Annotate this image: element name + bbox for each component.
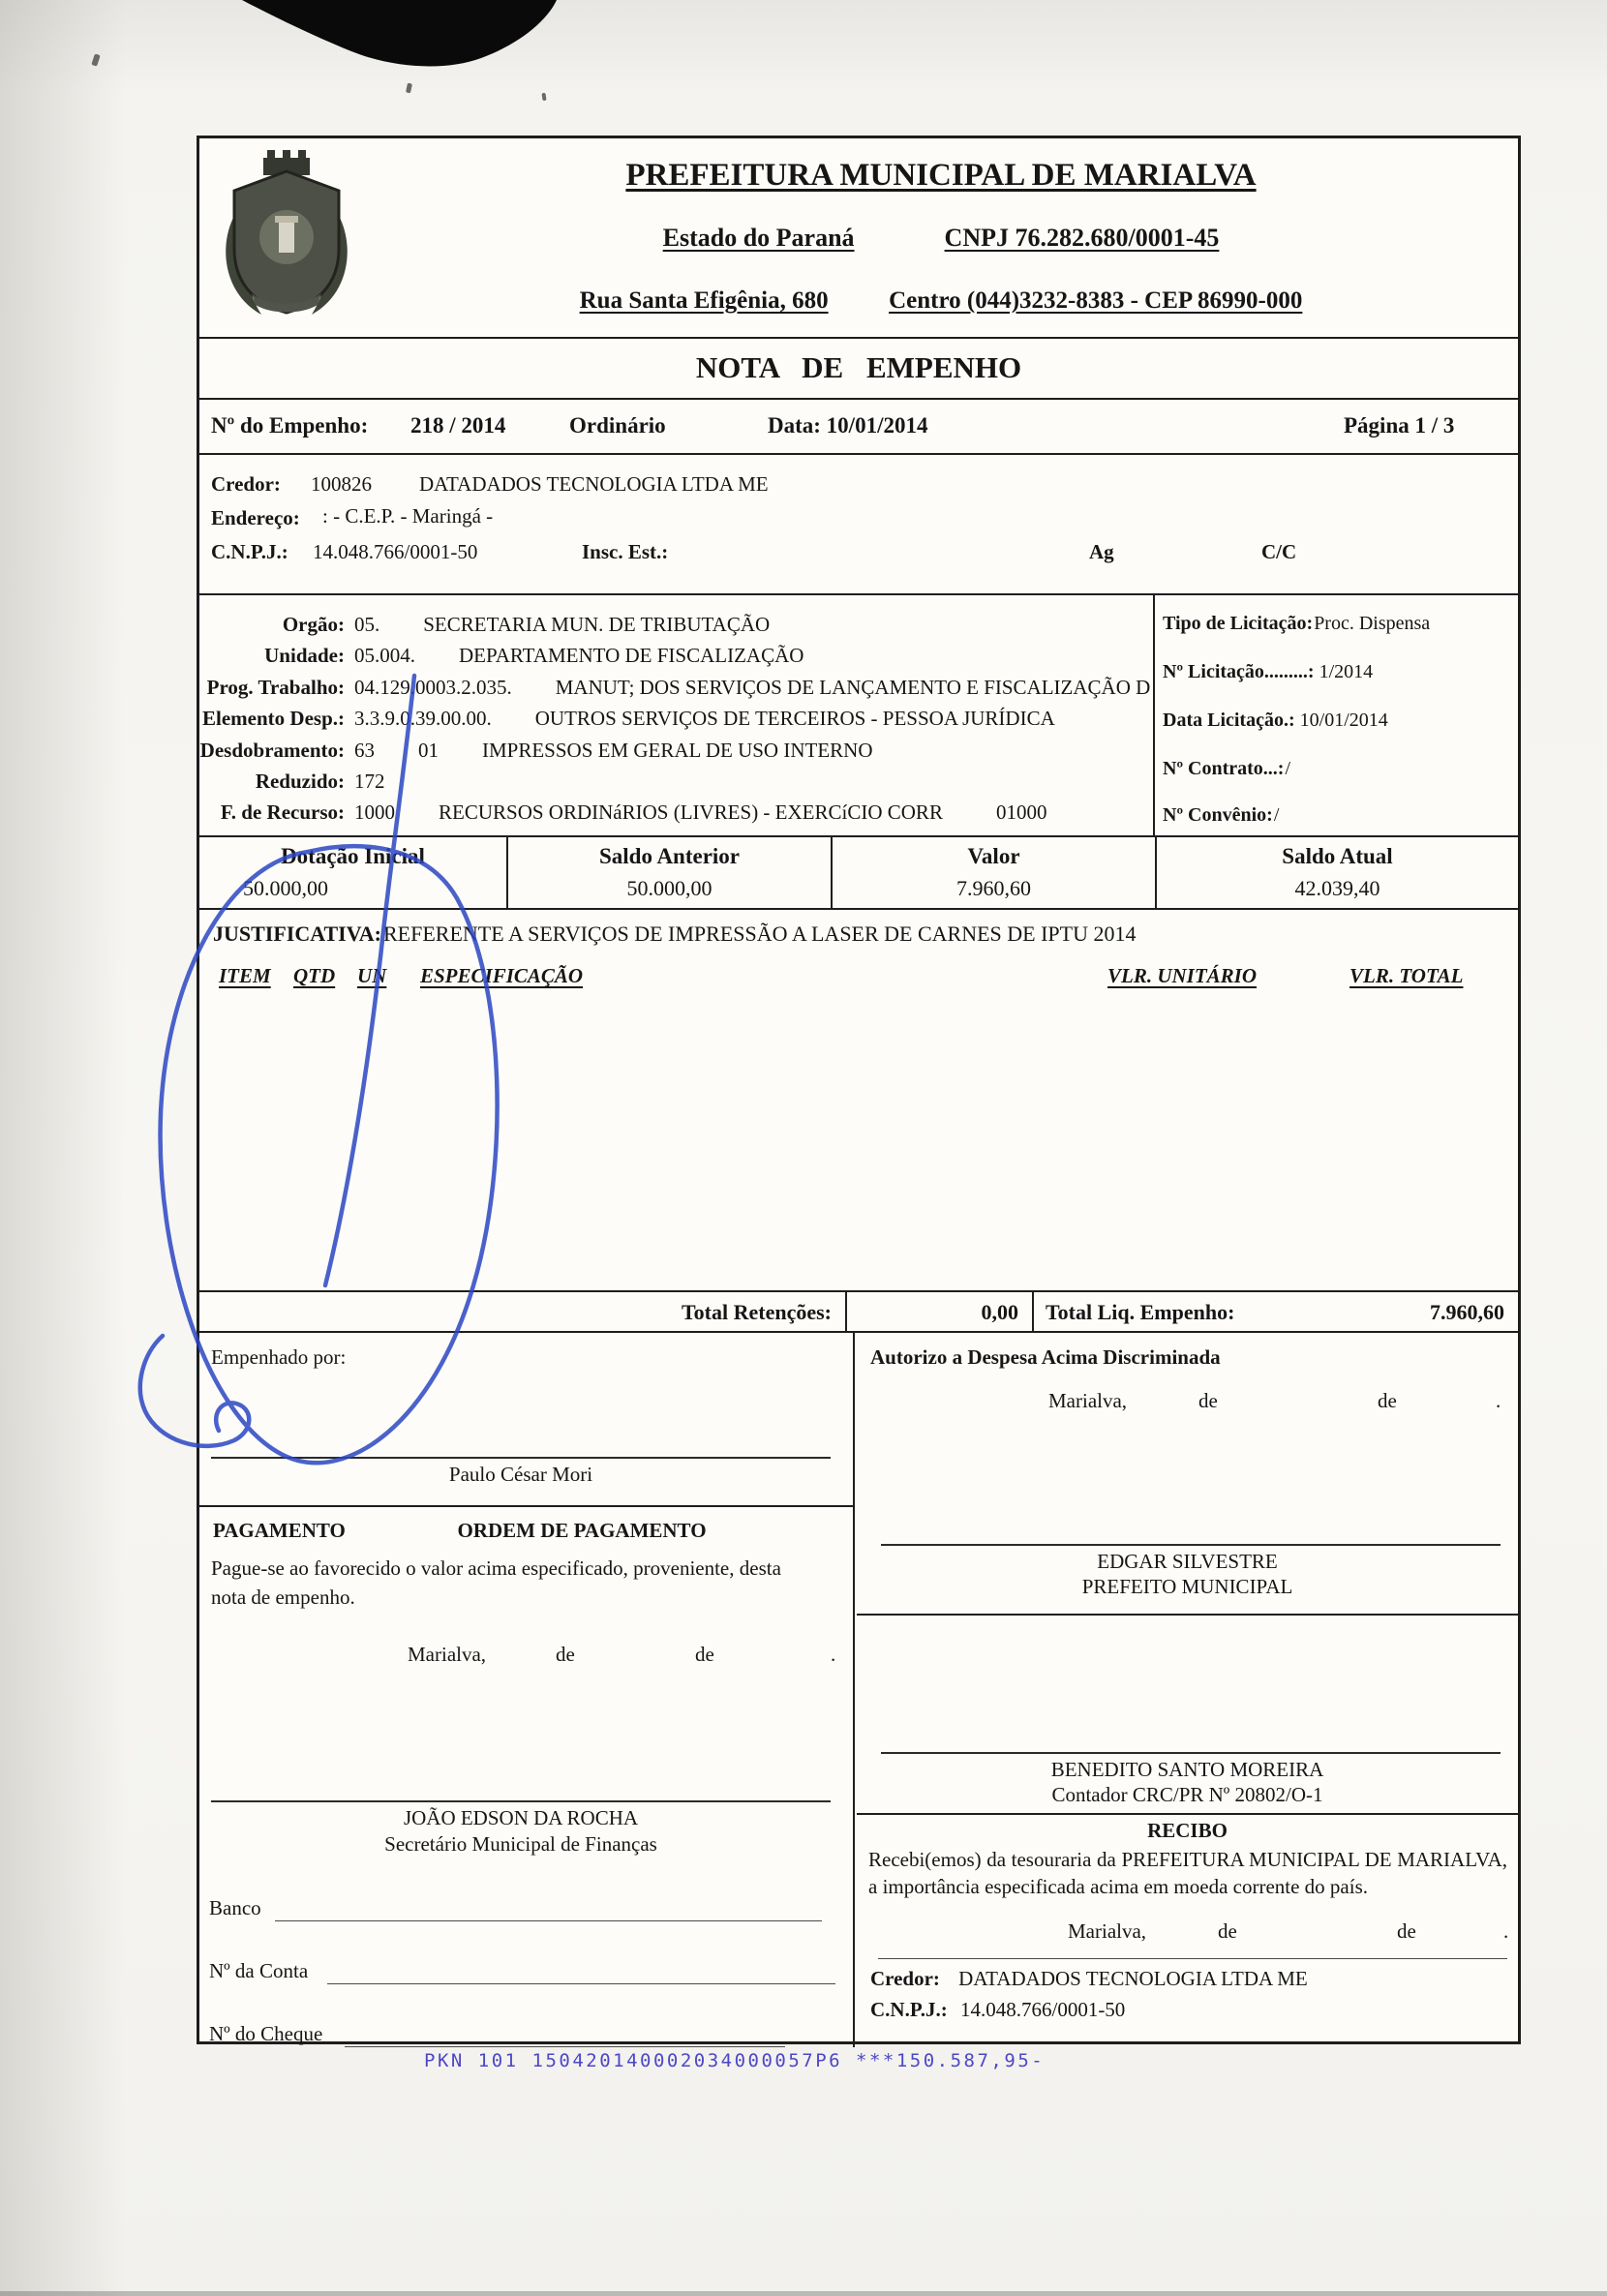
empenho-number-label: Nº do Empenho: (211, 413, 369, 438)
city-word: Marialva, (408, 1643, 487, 1666)
bank-authentication-line: PKN 101 150420140002034000057P6 ***150.587,95- (424, 2050, 1046, 2071)
empenho-type: Ordinário (569, 413, 666, 438)
de-word: de (1378, 1389, 1397, 1412)
cheque-fill-line (345, 2046, 785, 2047)
justificativa-text: REFERENTE A SERVIÇOS DE IMPRESSÃO A LASER DE CARNES DE IPTU 2014 (383, 921, 1137, 946)
credor-block (199, 453, 1518, 593)
field-label: Nº Contrato...: (1163, 758, 1285, 779)
right-column (857, 1333, 1518, 2047)
col-value: 42.039,40 (1294, 876, 1380, 900)
field-desc: OUTROS SERVIÇOS DE TERCEIROS - PESSOA JURÍDICA (534, 707, 1055, 730)
field-extra: 01000 (995, 801, 1047, 824)
col-header-especificacao: ESPECIFICAÇÃO (420, 964, 584, 987)
endereco-value: : - C.E.P. - Maringá - (322, 504, 494, 528)
banco-fill-line (275, 1920, 822, 1921)
pagamento-text: Pague-se ao favorecido o valor acima especificado, proveniente, desta nota de empenho. (211, 1556, 781, 1610)
de-word: de (695, 1643, 714, 1666)
page-title: PREFEITURA MUNICIPAL DE MARIALVA (625, 158, 1257, 193)
field-code: 04.129.0003.2.035. (354, 676, 512, 699)
insc-est-label: Insc. Est.: (582, 540, 669, 563)
totals-row (199, 1290, 1518, 1331)
budget-row-desdobramento (199, 739, 1148, 763)
field-label: Orgão: (282, 613, 345, 636)
valores-col-saldo-atual (1155, 837, 1518, 908)
credor-code: 100826 (311, 472, 372, 496)
mayor-role: PREFEITO MUNICIPAL (1081, 1575, 1293, 1598)
header-cnpj: CNPJ 76.282.680/0001-45 (944, 224, 1220, 252)
empenho-row (199, 398, 1518, 453)
section-divider (857, 1614, 1518, 1616)
field-code: 3.3.9.0.39.00.00. (354, 707, 492, 730)
budget-row-unidade (199, 644, 1148, 668)
finance-secretary-role: Secretário Municipal de Finanças (384, 1832, 657, 1856)
field-desc: SECRETARIA MUN. DE TRIBUTAÇÃO (423, 613, 771, 636)
field-code: 05. (354, 613, 380, 636)
field-value: / (1273, 804, 1280, 826)
field-label: Unidade: (264, 644, 345, 667)
field-code: 05.004. (354, 644, 415, 667)
period-mark: . (1496, 1389, 1501, 1412)
de-word: de (1397, 1919, 1416, 1943)
col-value: 7.960,60 (956, 876, 1031, 900)
section-divider (199, 1505, 853, 1507)
col-header-vlr-total: VLR. TOTAL (1349, 964, 1464, 987)
recibo-cnpj-line (870, 1998, 1125, 2022)
scan-speck (541, 93, 546, 101)
field-value: 10/01/2014 (1299, 710, 1388, 731)
field-value: Proc. Dispensa (1314, 613, 1431, 634)
signature-line (881, 1752, 1501, 1754)
credor-name: DATADADOS TECNOLOGIA LTDA ME (419, 472, 769, 496)
header-address2: Centro (044)3232-8383 - CEP 86990-000 (889, 287, 1303, 314)
col-label: Valor (967, 844, 1020, 868)
total-retencoes-label: Total Retenções: (682, 1300, 832, 1324)
endereco-label: Endereço: (211, 506, 300, 529)
field-label: Nº Convênio: (1163, 804, 1273, 826)
col-header-vlr-unitario: VLR. UNITÁRIO (1107, 964, 1258, 987)
header-address: Rua Santa Efigênia, 680 (579, 287, 829, 314)
scan-speck (406, 83, 412, 94)
left-column (199, 1333, 855, 2047)
field-code2: 01 (418, 739, 439, 762)
total-liq-cell (1032, 1292, 1518, 1331)
conta-fill-line (327, 1983, 835, 1984)
field-value: 1/2014 (1319, 661, 1374, 682)
signature-line (878, 1958, 1507, 1959)
credor-name: DATADADOS TECNOLOGIA LTDA ME (958, 1967, 1308, 1990)
field-label: Desdobramento: (199, 739, 345, 762)
de-word: de (1198, 1389, 1218, 1412)
scan-speck (91, 53, 100, 66)
col-label: Saldo Anterior (598, 844, 741, 868)
cnpj-label: C.N.P.J.: (211, 540, 288, 563)
valores-col-dotacao (199, 837, 506, 908)
field-label: Elemento Desp.: (202, 707, 345, 730)
field-desc: IMPRESSOS EM GERAL DE USO INTERNO (482, 739, 873, 762)
col-label: Saldo Atual (1282, 844, 1393, 868)
field-label: Tipo de Licitação: (1163, 613, 1314, 634)
licitacao-convenio (1163, 804, 1279, 827)
empenhado-por-label: Empenhado por: (211, 1345, 347, 1369)
credor-label: Credor: (870, 1967, 940, 1990)
licitacao-numero (1163, 661, 1373, 683)
signature-line (881, 1544, 1501, 1546)
field-label: Prog. Trabalho: (206, 676, 345, 699)
period-mark: . (831, 1643, 836, 1666)
total-retencoes-value: 0,00 (845, 1292, 1032, 1331)
field-label: F. de Recurso: (220, 801, 345, 824)
autorizo-title: Autorizo a Despesa Acima Discriminada (870, 1345, 1221, 1369)
recibo-title: RECIBO (1147, 1819, 1228, 1842)
cnpj-value: 14.048.766/0001-50 (313, 540, 478, 563)
col-header-item: ITEM (219, 964, 271, 987)
credor-label: Credor: (211, 472, 281, 496)
mayor-name: EDGAR SILVESTRE (1097, 1550, 1278, 1573)
field-code: 1000 (354, 801, 395, 824)
cc-label: C/C (1261, 540, 1297, 563)
licitacao-data (1163, 710, 1388, 732)
field-desc: RECURSOS ORDINáRIOS (LIVRES) - EXERCíCIO CORR (439, 801, 943, 824)
period-mark: . (1503, 1919, 1509, 1943)
signature-line (211, 1457, 831, 1459)
budget-row-prog-trabalho (199, 676, 1151, 700)
pagamento-title: PAGAMENTO (213, 1519, 346, 1542)
col-header-un: UN (357, 964, 387, 987)
total-liq-value: 7.960,60 (1430, 1300, 1504, 1324)
budget-row-reduzido (199, 770, 1148, 794)
field-label: Nº Licitação.........: (1163, 661, 1315, 682)
valores-col-saldo-anterior (506, 837, 831, 908)
doc-title: NOTA DE EMPENHO (695, 350, 1022, 384)
field-code: 63 (354, 739, 375, 762)
field-desc: DEPARTAMENTO DE FISCALIZAÇÃO (459, 644, 804, 667)
cnpj-label: C.N.P.J.: (870, 1998, 948, 2021)
municipal-crest-logo (213, 148, 360, 324)
header-state: Estado do Paraná (662, 224, 855, 252)
total-liq-label: Total Liq. Empenho: (1046, 1300, 1235, 1324)
field-desc: MANUT; DOS SERVIÇOS DE LANÇAMENTO E FISCALIZAÇÃO D (555, 676, 1151, 699)
budget-row-orgao (199, 613, 1148, 637)
budget-licitacao-divider (1153, 595, 1155, 835)
justificativa-label: JUSTIFICATIVA: (213, 921, 382, 946)
recibo-text: Recebi(emos) da tesouraria da PREFEITURA MUNICIPAL DE MARIALVA, a importância especificada acima em moeda corrente do país. (868, 1848, 1507, 1899)
accountant-name: BENEDITO SANTO MOREIRA (1050, 1758, 1324, 1781)
empenho-number-value: 218 / 2014 (410, 413, 506, 438)
empenho-date: Data: 10/01/2014 (768, 413, 928, 438)
signatures-area (199, 1331, 1518, 2047)
justificativa-row (199, 908, 1518, 956)
budget-row-recurso (199, 801, 1148, 825)
field-value: / (1285, 758, 1291, 779)
section-divider (857, 1813, 1518, 1815)
page-indicator: Página 1 / 3 (1344, 413, 1455, 438)
cnpj-value: 14.048.766/0001-50 (959, 1998, 1126, 2021)
nota-de-empenho-document (197, 136, 1521, 2044)
budget-row-elemento (199, 707, 1148, 731)
cheque-label: Nº do Cheque (209, 2022, 323, 2045)
recibo-credor-line (870, 1967, 1308, 1991)
ordem-pagamento-title: ORDEM DE PAGAMENTO (457, 1519, 707, 1542)
col-value: 50.000,00 (626, 876, 713, 900)
signature-line (211, 1800, 831, 1802)
field-code: 172 (354, 770, 385, 793)
field-label: Data Licitação.: (1163, 710, 1295, 731)
accountant-role: Contador CRC/PR Nº 20802/O-1 (1051, 1783, 1323, 1806)
items-table (199, 956, 1518, 1290)
de-word: de (556, 1643, 575, 1666)
finance-secretary-name: JOÃO EDSON DA ROCHA (403, 1806, 639, 1829)
col-header-qtd: QTD (293, 964, 336, 987)
ag-label: Ag (1089, 540, 1114, 563)
conta-label: Nº da Conta (209, 1959, 309, 1982)
city-word: Marialva, (1048, 1389, 1128, 1412)
field-label: Reduzido: (255, 770, 345, 793)
col-label: Dotação Inicial (281, 844, 425, 868)
budget-box (199, 593, 1518, 835)
document-header (199, 138, 1518, 337)
licitacao-contrato (1163, 758, 1290, 780)
city-word: Marialva, (1068, 1919, 1147, 1943)
valores-col-valor (831, 837, 1155, 908)
licitacao-tipo (1163, 613, 1430, 635)
scanner-artifact-blob (227, 0, 566, 87)
empenhado-signatory-name: Paulo César Mori (448, 1463, 593, 1486)
scan-bottom-edge (0, 2291, 1607, 2296)
doc-title-band (199, 337, 1518, 398)
valores-row (199, 835, 1518, 908)
col-value: 50.000,00 (243, 876, 328, 900)
de-word: de (1218, 1919, 1237, 1943)
banco-label: Banco (209, 1896, 261, 1919)
